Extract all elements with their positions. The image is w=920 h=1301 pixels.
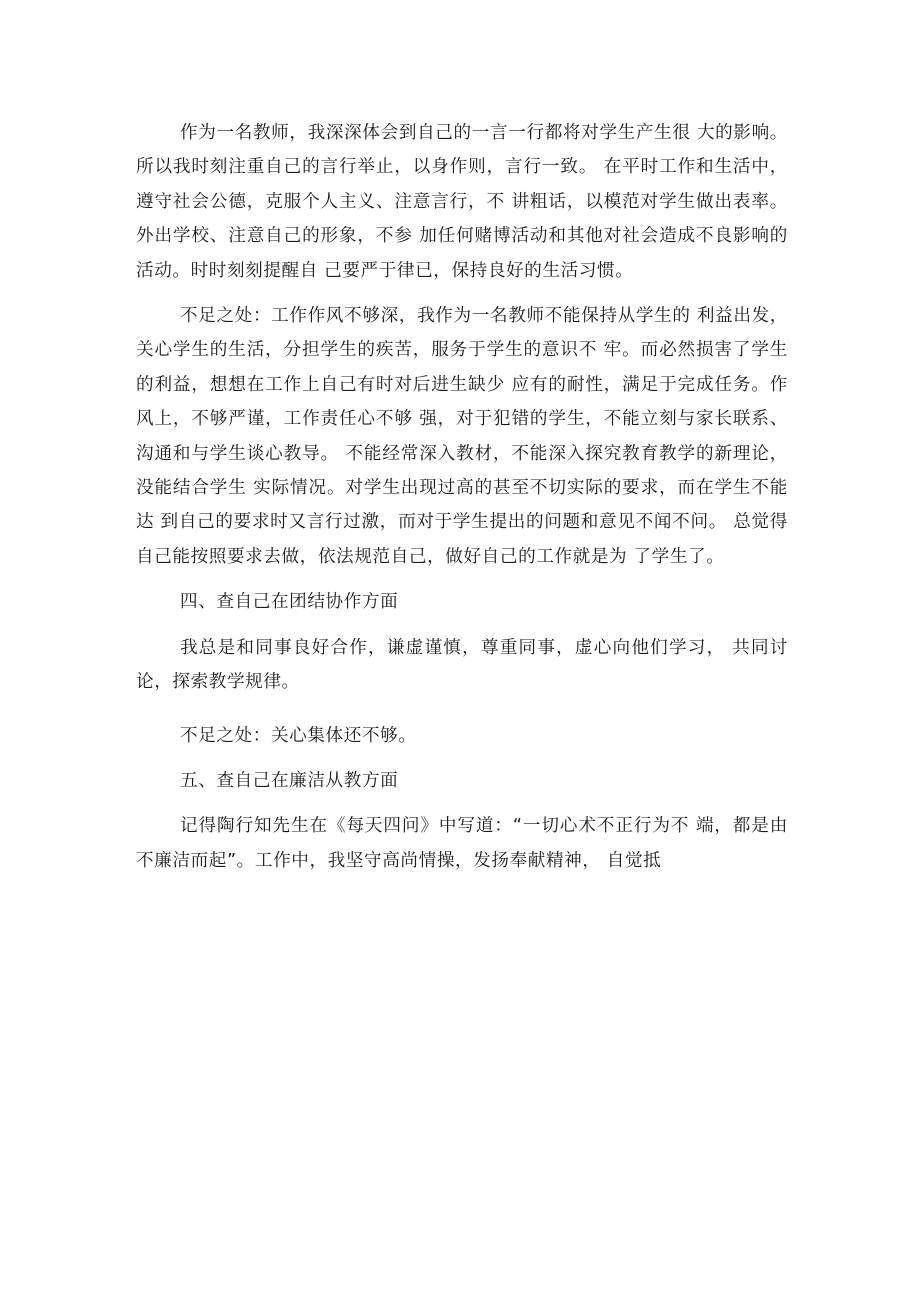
section-heading-integrity: 五、查自己在廉洁从教方面 [180,770,399,791]
document-body [136,116,788,878]
paragraph-integrity: 记得陶行知先生在《每天四问》中写道：“一切心术不正行为不 端，都是由不廉洁而起”。工作中，我坚守高尚情操，发扬奉献精神， 自觉抵 [136,816,788,871]
paragraph-shortcomings-style: 不足之处：工作作风不够深，我作为一名教师不能保持从学生的 利益出发，关心学生的生活，分担学生的疾苦，服务于学生的意识不 牢。而必然损害了学生的利益，想想在工作上自己有时对后进生缺少 应有的耐性，满足于完成任务。作风上，不够严谨，工作责任心不够 强，对于犯错的学生，不能立刻与家长联系、沟通和与学生谈心教导。 不能经常深入教材，不能深入探究教育教学的新理论，没能结合学生 实际情况。对学生出现过高的甚至不切实际的要求，而在学生不能达 到自己的要求时又言行过激，而对于学生提出的问题和意见不闻不问。 总觉得自己能按照要求去做，依法规范自己，做好自己的工作就是为 了学生了。 [136,306,788,567]
paragraph-conduct: 作为一名教师，我深深体会到自己的一言一行都将对学生产生很 大的影响。所以我时刻注重自己的言行举止，以身作则，言行一致。 在平时工作和生活中，遵守社会公德，克服个人主义、注意言行，不 讲粗话，以模范对学生做出表率。外出学校、注意自己的形象，不参 加任何赌博活动和其他对社会造成不良影响的活动。时时刻刻提醒自 己要严于律已，保持良好的生活习惯。 [136,123,788,281]
paragraph-teamwork: 我总是和同事良好合作，谦虚谨慎，尊重同事，虚心向他们学习， 共同讨论，探索教学规律。 [136,637,788,693]
section-heading-teamwork: 四、查自己在团结协作方面 [180,592,399,613]
paragraph-shortcomings-collective: 不足之处：关心集体还不够。 [180,725,417,746]
